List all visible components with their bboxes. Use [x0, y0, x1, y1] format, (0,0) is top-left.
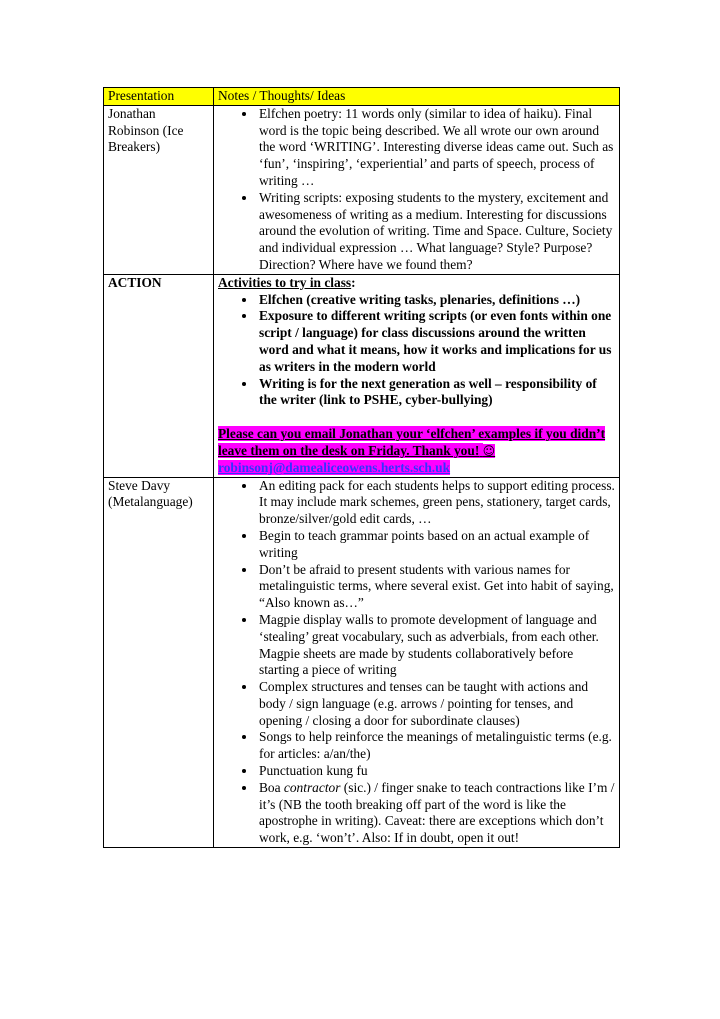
activities-list: [218, 292, 615, 410]
action-label: ACTION: [104, 274, 214, 477]
action-cell: [214, 274, 620, 477]
list-item: • Punctuation kung fu: [257, 763, 615, 780]
notes-table: [103, 87, 620, 848]
list-item: • Don’t be afraid to present students with various names for metalinguistic terms, where several exist. Get into habit of saying, “Also known as…”: [257, 562, 615, 612]
table-header-row: [104, 88, 620, 106]
notes-cell: [214, 477, 620, 848]
activities-heading: Activities to try in class:: [218, 274, 356, 290]
list-item: • Magpie display walls to promote development of language and ‘stealing’ great vocabulary, such as adverbials, from each other. Magpie sheets are made by students collaboratively before starting a piece of writing: [257, 612, 615, 679]
notes-cell: [214, 105, 620, 274]
header-notes: Notes / Thoughts/ Ideas: [214, 88, 620, 106]
list-item: • Complex structures and tenses can be taught with actions and body / sign language (e.g. arrows / pointing for tenses, and opening / closing a door for subordinate clauses): [257, 679, 615, 729]
table-row: [104, 105, 620, 274]
list-item: • Begin to teach grammar points based on an actual example of writing: [257, 528, 615, 562]
list-item: • Writing scripts: exposing students to the mystery, excitement and awesomeness of writing as a medium. Interesting for discussions around the evolution of writing. Time and Space. Culture, Society and individual expression … What language? Style? Purpose? Direction? Where have we found them?: [257, 190, 615, 274]
presenter-steve-davy: Steve Davy (Metalanguage): [104, 477, 214, 848]
list-item: • Boa contractor (sic.) / finger snake to teach contractions like I’m / it’s (NB the tooth breaking off part of the word is like the apostrophe in writing). Caveat: there are exceptions which don’t work, e.g. ‘won’t’. Also: If in doubt, open it out!: [257, 780, 615, 847]
email-request: Please can you email Jonathan your ‘elfchen’ examples if you didn’t leave them on the desk on Friday. Thank you! ☺ robinsonj@damealiceowens.herts.sch.uk: [218, 426, 606, 475]
list-item: • Elfchen poetry: 11 words only (similar to idea of haiku). Final word is the topic being described. We all wrote our own around the word ‘WRITING’. Interesting diverse ideas came out. Such as ‘fun’, ‘inspiring’, ‘experiential’ and parts of speech, process of writing …: [257, 106, 615, 190]
table-row: [104, 477, 620, 848]
table-row: [104, 274, 620, 477]
list-item: • Elfchen (creative writing tasks, plenaries, definitions …): [257, 292, 615, 309]
smiley-icon: ☺: [482, 443, 496, 458]
notes-list: [218, 478, 615, 848]
email-link[interactable]: robinsonj@damealiceowens.herts.sch.uk: [218, 459, 451, 475]
list-item: • Writing is for the next generation as well – responsibility of the writer (link to PSHE, cyber-bullying): [257, 376, 615, 410]
list-item: • An editing pack for each students helps to support editing process. It may include mark schemes, green pens, stationery, target cards, bronze/silver/gold edit cards, …: [257, 478, 615, 528]
notes-list: [218, 106, 615, 274]
list-item: • Exposure to different writing scripts (or even fonts within one script / language) for class discussions around the written word and what it means, how it works and implications for us as writers in the modern world: [257, 308, 615, 375]
list-item: • Songs to help reinforce the meanings of metalinguistic terms (e.g. for articles: a/an/the): [257, 729, 615, 763]
presenter-jonathan-robinson: Jonathan Robinson (Ice Breakers): [104, 105, 214, 274]
header-presentation: Presentation: [104, 88, 214, 106]
